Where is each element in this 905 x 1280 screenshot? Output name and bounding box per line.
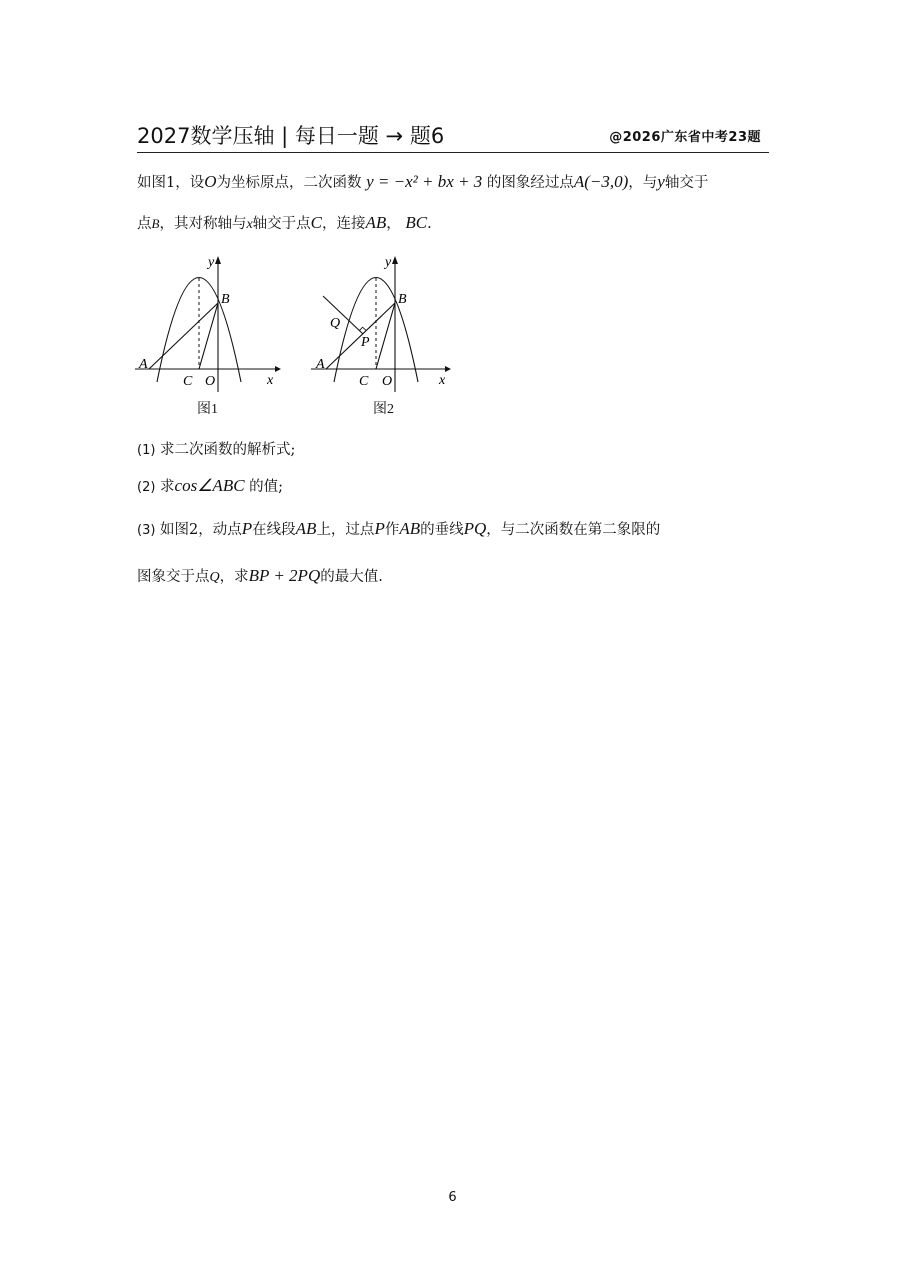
label-B: B bbox=[221, 292, 230, 307]
label-B: B bbox=[398, 292, 407, 307]
intro-text: 如图1，设 bbox=[137, 175, 205, 191]
math-cos-ABC: cos∠ABC bbox=[174, 476, 245, 495]
intro-line-2 bbox=[137, 213, 769, 235]
figure-2-diagram bbox=[311, 252, 461, 392]
label-y: y bbox=[208, 255, 215, 270]
label-A: A bbox=[139, 357, 148, 372]
math-P: P bbox=[374, 519, 385, 538]
segment-AB bbox=[149, 303, 218, 369]
question-number: (2) bbox=[137, 480, 156, 495]
math-PQ: PQ bbox=[463, 519, 487, 538]
label-A: A bbox=[316, 357, 325, 372]
page-number: 6 bbox=[448, 1190, 457, 1205]
page-header bbox=[137, 118, 769, 153]
x-axis-arrow bbox=[275, 366, 281, 372]
intro-text: 轴交于 bbox=[664, 175, 709, 191]
question-text: 上，过点 bbox=[316, 522, 375, 538]
math-x: x bbox=[246, 217, 253, 232]
question-3-line-2 bbox=[137, 566, 769, 588]
question-text: 求 bbox=[160, 479, 175, 495]
label-C: C bbox=[183, 374, 193, 389]
question-text: ，与二次函数在第二象限的 bbox=[486, 522, 661, 538]
question-1 bbox=[137, 440, 769, 461]
right-angle-mark bbox=[359, 327, 366, 330]
intro-text: ，其对称轴与 bbox=[159, 216, 247, 232]
question-text: 的值; bbox=[249, 479, 284, 495]
header-title: 2027数学压轴 | 每日一题 → 题6 bbox=[137, 124, 445, 148]
question-2 bbox=[137, 476, 769, 498]
label-x: x bbox=[439, 373, 446, 388]
question-text: 的最大值. bbox=[320, 569, 383, 585]
figure-2 bbox=[311, 252, 461, 417]
intro-text: 为坐标原点，二次函数 bbox=[216, 175, 362, 191]
intro-line-1 bbox=[137, 172, 769, 193]
math-O: O bbox=[204, 172, 217, 191]
figure-1 bbox=[135, 252, 285, 417]
label-y: y bbox=[385, 255, 392, 270]
label-O: O bbox=[205, 374, 216, 389]
x-axis-arrow bbox=[445, 366, 451, 372]
intro-text: . bbox=[427, 216, 432, 232]
point-A: A(−3,0) bbox=[573, 172, 629, 191]
equation: y = −x² + bx + 3 bbox=[366, 172, 483, 191]
intro-text: ，连接 bbox=[322, 216, 366, 232]
segment-PQ bbox=[323, 296, 363, 334]
math-y: y bbox=[657, 172, 665, 191]
question-text: 作 bbox=[384, 522, 400, 538]
intro-text: 轴交于点 bbox=[252, 216, 311, 232]
intro-text: 的图象经过点 bbox=[486, 175, 574, 191]
math-AB: AB bbox=[365, 213, 387, 232]
math-BC: BC bbox=[405, 213, 428, 232]
label-x: x bbox=[267, 373, 274, 388]
segment-BC bbox=[376, 303, 395, 369]
question-text: 在线段 bbox=[252, 522, 296, 538]
label-O: O bbox=[382, 374, 393, 389]
segment-BC bbox=[199, 303, 218, 369]
math-BP-2PQ: BP + 2PQ bbox=[248, 566, 321, 585]
figure-1-diagram bbox=[135, 252, 285, 392]
intro-text: ， bbox=[386, 216, 401, 232]
label-Q: Q bbox=[330, 316, 341, 331]
question-text: ，求 bbox=[219, 569, 249, 585]
figure-1-caption: 图1 bbox=[197, 402, 218, 417]
y-axis-arrow bbox=[215, 256, 221, 264]
question-3-line-1 bbox=[137, 519, 769, 541]
math-C: C bbox=[310, 213, 323, 232]
question-text: 的垂线 bbox=[420, 522, 464, 538]
intro-text: 点 bbox=[137, 216, 152, 232]
label-P: P bbox=[361, 335, 370, 350]
figure-2-caption: 图2 bbox=[373, 402, 394, 417]
math-B: B bbox=[151, 216, 160, 231]
intro-text: ，与 bbox=[628, 175, 658, 191]
y-axis-arrow bbox=[392, 256, 398, 264]
math-AB: AB bbox=[399, 519, 421, 538]
question-text: 求二次函数的解析式; bbox=[160, 442, 296, 458]
question-number: (1) bbox=[137, 443, 156, 458]
header-source: @2026广东省中考23题 bbox=[609, 130, 761, 145]
math-Q: Q bbox=[209, 570, 220, 585]
question-text: 如图2，动点 bbox=[160, 522, 242, 538]
math-AB: AB bbox=[295, 519, 317, 538]
label-C: C bbox=[359, 374, 369, 389]
question-number: (3) bbox=[137, 523, 156, 538]
math-P: P bbox=[241, 519, 253, 538]
question-text: 图象交于点 bbox=[137, 569, 210, 585]
